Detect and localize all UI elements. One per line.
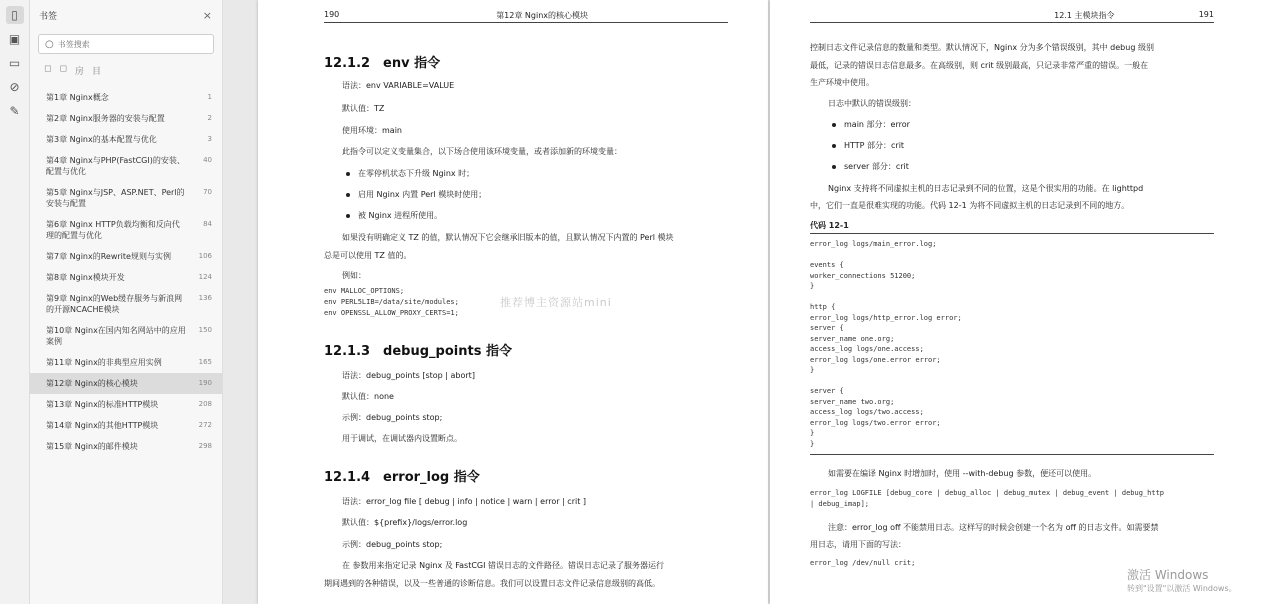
text-line: 用日志，请用下面的写法： [810,540,906,549]
bullet-text: HTTP 部分：crit [844,141,905,150]
text-line: Nginx 支持将不同虚拟主机的日志记录到不同的位置，这是个很实用的功能。在 lighttpd [828,184,1144,193]
bookmark-item[interactable] [30,320,222,352]
section-heading: 12.1.3 debug_points 指令 [324,344,512,359]
code-line: http { [810,303,836,311]
bookmark-item[interactable] [30,352,222,373]
bullet [832,144,836,148]
text-line: 示例：debug_points stop; [342,413,443,422]
bookmark-page: 298 [198,442,212,450]
bookmark-page: 165 [198,358,212,366]
bookmark-page: 208 [198,400,212,408]
text-line: 语法：error_log file [ debug | info | notice | warn | error | crit ] [342,497,587,506]
bookmark-label: 第7章 Nginx的Rewrite规则与实例 [46,252,171,261]
bookmark-page: 70 [203,188,212,196]
code-line: events { [810,261,844,269]
bookmark-toolbar [30,54,222,77]
text-line: 生产环境中使用。 [810,78,874,87]
bookmark-page: 3 [207,135,212,143]
bookmark-page: 1 [207,93,212,101]
bookmark-label: 第9章 Nginx的Web缓存服务与新浪网的开源NCACHE模块 [46,294,183,314]
bookmark-item[interactable] [30,288,222,320]
bookmark-page: 272 [198,421,212,429]
code-line: worker_connections 51200; [810,271,916,280]
bookmark-page: 106 [198,252,212,260]
document-page-right [770,0,1280,604]
running-header [810,10,1214,23]
bookmark-label: 第3章 Nginx的基本配置与优化 [46,135,157,144]
code-line: access_log logs/two.access; [810,408,924,416]
bookmark-icon[interactable]: ▯ [6,6,24,24]
code-line: env MALLOC_OPTIONS; [324,287,405,295]
text-line: 最低，记录的错误日志信息最多。在高级别，则 crit 级别最高，只记录非常严重的错误。一般在 [810,61,1149,70]
expand-icon[interactable]: ◻ [44,64,52,74]
code-line: } [810,429,815,437]
text-line: 用于调试，在调试器内设置断点。 [342,434,462,443]
bookmark-label: 第13章 Nginx的标准HTTP模块 [46,400,159,409]
bullet-text: 被 Nginx 进程所使用。 [358,211,443,220]
bookmark-item[interactable] [30,150,222,182]
text-line: 注意：error_log off 不能禁用日志。这样写的时候会创建一个名为 off 的日志文件。如需要禁 [828,523,1159,532]
text-line: 此指令可以定义变量集合，以下场合使用该环境变量，或者添加新的环境变量： [342,147,622,156]
code-line: | debug_imap]; [810,500,870,508]
bookmark-page: 40 [203,156,212,164]
code-line: env PERL5LIB=/data/site/modules; [324,298,459,306]
bookmark-page: 136 [198,294,212,302]
bookmark-label: 第5章 Nginx与JSP、ASP.NET、Perl的安装与配置 [46,188,185,208]
bookmark-item[interactable] [30,394,222,415]
bullet [346,193,350,197]
code-caption: 代码 12-1 [810,221,849,230]
attachment-icon[interactable]: ⊘ [9,80,20,94]
bullet [346,214,350,218]
blurred-watermark: 推荐博主资源站mini [500,296,612,309]
code-line: error_log /dev/null crit; [810,559,916,567]
bookmark-label: 第2章 Nginx服务器的安装与配置 [46,114,165,123]
section-header: 12.1 主模块指令 [1054,11,1115,20]
bookmark-item[interactable] [30,108,222,129]
text-line: 日志中默认的错误级别： [828,99,916,108]
windows-activation-watermark [1127,566,1237,594]
activation-title: 激活 Windows [1127,568,1209,582]
bookmark-item[interactable] [30,182,222,214]
text-line: 示例：debug_points stop; [342,540,443,549]
code-line: error_log logs/main_error.log; [810,240,937,248]
code-line: } [810,439,815,448]
bullet-text: main 部分：error [844,120,910,129]
code-line: server_name two.org; [810,397,895,406]
bookmark-label: 第11章 Nginx的非典型应用实例 [46,358,162,367]
collapse-icon[interactable]: ◻ [59,64,67,74]
search-input[interactable] [58,40,198,49]
bookmark-label: 第4章 Nginx与PHP(FastCGI)的安装、配置与优化 [46,156,185,176]
bookmark-search[interactable] [38,34,214,54]
text-line: 使用环境：main [342,126,402,135]
text-line: 控制日志文件记录信息的数量和类型。默认情况下，Nginx 分为多个错误级别，其中 debug 级别 [810,43,1154,52]
bookmark-label: 第6章 Nginx HTTP负载均衡和反向代理的配置与优化 [46,220,180,240]
bookmark-item[interactable] [30,267,222,288]
code-line: server { [810,324,844,332]
bookmark-item[interactable] [30,87,222,108]
text-line: 例如： [342,271,366,280]
text-line: 语法：debug_points [stop | abort] [342,371,475,380]
text-line: 默认值：none [342,392,394,401]
delete-bookmark-icon[interactable]: 目 [91,67,101,77]
comment-icon[interactable]: ▭ [8,56,21,70]
bullet [346,172,350,176]
panel-title: 书签 [39,12,58,22]
bookmark-page: 124 [198,273,212,281]
bullet-text: 在零停机状态下升级 Nginx 时； [358,169,475,178]
code-line: } [810,366,815,374]
add-bookmark-icon[interactable]: 房 [74,67,84,77]
text-line: 总是可以使用 TZ 值的。 [324,251,412,260]
bookmark-label: 第10章 Nginx在国内知名网站中的应用案例 [46,326,186,346]
bullet-text: server 部分：crit [844,162,909,171]
text-line: 语法：env VARIABLE=VALUE [342,81,455,90]
text-line: 默认值：TZ [342,104,385,113]
bookmark-item[interactable] [30,214,222,246]
bookmark-page: 150 [198,326,212,334]
bookmark-label: 第14章 Nginx的其他HTTP模块 [46,421,159,430]
page-number: 190 [324,10,340,19]
search-icon: ○ [45,38,54,50]
activation-subtitle: 转到"设置"以激活 Windows。 [1127,584,1237,593]
bullet [832,165,836,169]
text-line: 默认值：${prefix}/logs/error.log [342,518,468,527]
bookmark-page: 2 [207,114,212,122]
code-line: access_log logs/one.access; [810,345,924,353]
bookmarks-panel [30,0,223,604]
code-line: error_log logs/two.error error; [810,418,941,427]
running-header [324,10,728,23]
close-icon[interactable]: × [202,9,212,22]
bookmark-list [30,87,222,457]
text-line: 如需要在编译 Nginx 时增加时，使用 --with-debug 参数，便还可以使用。 [828,469,1097,478]
bookmark-label: 第8章 Nginx模块开发 [46,273,125,282]
code-line: error_log LOGFILE [debug_core | debug_alloc | debug_mutex | debug_event | debug_http [810,489,1165,497]
divider [810,233,1214,234]
text-line: 如果没有明确定义 TZ 的值，默认情况下它会继承旧版本的值，且默认情况下内置的 Perl 模块 [342,233,674,242]
bookmark-page: 84 [203,220,212,228]
bullet [832,123,836,127]
code-line: } [810,282,815,290]
bookmark-item[interactable] [30,436,222,457]
code-line: server { [810,387,844,395]
bookmark-label: 第15章 Nginx的邮件模块 [46,442,138,451]
section-heading: 12.1.4 error_log 指令 [324,470,480,485]
bookmark-item[interactable] [30,129,222,150]
text-line: 期间遇到的各种错误，以及一些普通的诊断信息。我们可以设置日志文件记录信息级别的高低。 [324,579,660,588]
code-line: env OPENSSL_ALLOW_PROXY_CERTS=1; [324,309,459,317]
section-heading: 12.1.2 env 指令 [324,56,441,71]
text-line: 在 参数用来指定记录 Nginx 及 FastCGI 错误日志的文件路径。错误日志记录了服务器运行 [342,561,665,570]
bookmark-item[interactable] [30,373,222,394]
thumbnail-icon[interactable]: ▣ [8,32,21,46]
bookmark-label: 第1章 Nginx概念 [46,93,109,102]
page-number: 191 [1198,10,1214,19]
bookmark-label: 第12章 Nginx的核心模块 [46,379,138,388]
signature-icon[interactable]: ✎ [9,104,20,118]
code-line: error_log logs/http_error.log error; [810,313,962,322]
bookmark-page: 190 [198,379,212,387]
bullet-text: 启用 Nginx 内置 Perl 模块时使用； [358,190,487,199]
chapter-header: 第12章 Nginx的核心模块 [496,11,588,20]
text-line: 中，它们一直是很难实现的功能。代码 12-1 为将不同虚拟主机的日志记录到不同的地方。 [810,201,1130,210]
tool-rail [0,0,30,604]
code-line: error_log logs/one.error error; [810,355,941,364]
code-line: server_name one.org; [810,334,895,343]
divider [810,454,1214,455]
bookmark-item[interactable] [30,415,222,436]
bookmark-item[interactable] [30,246,222,267]
